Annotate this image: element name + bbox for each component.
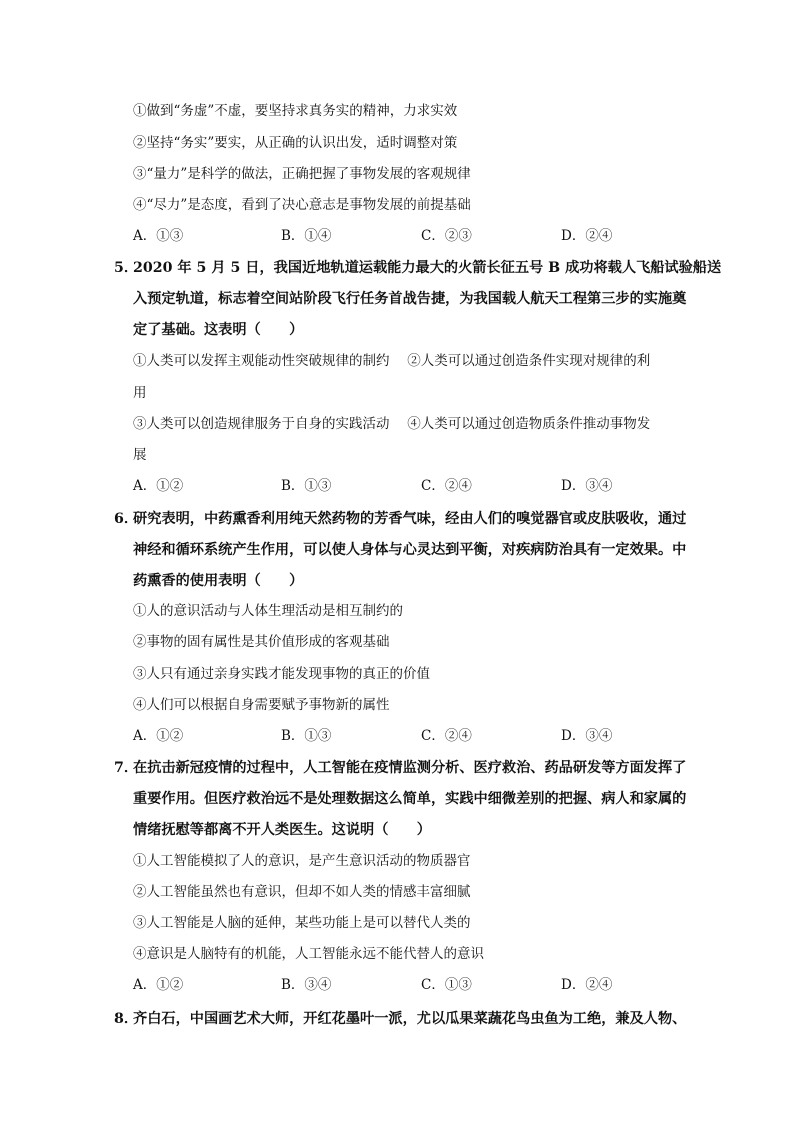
q5-statement-1: ①人类可以发挥主观能动性突破规律的制约 ②人类可以通过创造条件实现对规律的利	[133, 353, 651, 369]
q7-statement-1: ①人工智能模拟了人的意识，是产生意识活动的物质器官	[133, 853, 471, 869]
q6-options	[133, 730, 633, 746]
q7-number: 7．	[114, 760, 139, 776]
q6-stem-line-3: 药熏香的使用表明（ ）	[133, 573, 304, 589]
q8-stem-line-1: 齐白石，中国画艺术大师，开红花墨叶一派，尤以瓜果菜蔬花鸟虫鱼为工绝，兼及人物、	[133, 1011, 687, 1027]
q7-stem-line-1: 在抗击新冠疫情的过程中，人工智能在疫情监测分析、医疗救治、药品研发等方面发挥了	[133, 760, 687, 776]
q8-number: 8．	[114, 1011, 139, 1027]
q6-statement-4: ④人们可以根据自身需要赋予事物新的属性	[133, 697, 390, 713]
q6-stem-line-1: 研究表明，中药熏香利用纯天然药物的芳香气味，经由人们的嗅觉器官或皮肤吸收，通过	[133, 511, 687, 527]
q5-option-b[interactable]: B．①③	[281, 478, 332, 494]
q7-stem-line-2: 重要作用。但医疗救治远不是处理数据这么简单，实践中细微差别的把握、病人和家属的	[133, 791, 687, 807]
q4-statement-1: ①做到“务虚”不虚，要坚持求真务实的精神，力求实效	[133, 103, 458, 119]
q7-option-d[interactable]: D．②④	[561, 977, 613, 993]
q5-option-c[interactable]: C．②④	[421, 478, 472, 494]
q6-statement-3: ③人只有通过亲身实践才能发现事物的真正的价值	[133, 666, 430, 682]
q7-option-c[interactable]: C．①③	[421, 977, 472, 993]
q6-option-a[interactable]: A．①②	[133, 728, 184, 744]
q6-statement-2: ②事物的固有属性是其价值形成的客观基础	[133, 634, 390, 650]
q4-option-d[interactable]: D．②④	[561, 228, 613, 244]
q7-option-b[interactable]: B．③④	[281, 977, 332, 993]
q6-option-d[interactable]: D．③④	[561, 728, 613, 744]
q5-option-a[interactable]: A．①②	[133, 478, 184, 494]
q4-statement-4: ④“尽力”是态度，看到了决心意志是事物发展的前提基础	[133, 197, 471, 213]
q7-option-a[interactable]: A．①②	[133, 977, 184, 993]
q7-statement-4: ④意识是人脑特有的机能，人工智能永远不能代替人的意识	[133, 946, 484, 962]
q7-statement-3: ③人工智能是人脑的延伸，某些功能上是可以替代人类的	[133, 915, 471, 931]
q6-option-c[interactable]: C．②④	[421, 728, 472, 744]
q5-stem-line-3: 定了基础。这表明（ ）	[133, 322, 304, 338]
q5-number: 5．	[114, 260, 139, 276]
q5-statement-2-cont: 展	[133, 447, 147, 463]
q7-options	[133, 979, 633, 995]
q4-option-c[interactable]: C．②③	[421, 228, 472, 244]
q7-stem-line-3: 情绪抚慰等都离不开人类医生。这说明（ ）	[133, 822, 431, 838]
q4-options	[133, 230, 633, 246]
q4-statement-3: ③“量力”是科学的做法，正确把握了事物发展的客观规律	[133, 166, 471, 182]
q5-stem-line-2: 入预定轨道，标志着空间站阶段飞行任务首战告捷，为我国载人航天工程第三步的实施奠	[133, 291, 687, 307]
q5-statement-2: ③人类可以创造规律服务于自身的实践活动 ④人类可以通过创造物质条件推动事物发	[133, 416, 651, 432]
q6-statement-1: ①人的意识活动与人体生理活动是相互制约的	[133, 603, 403, 619]
q4-option-a[interactable]: A．①③	[133, 228, 184, 244]
q5-stem-line-1: 2020 年 5 月 5 日，我国近地轨道运载能力最大的火箭长征五号 B 成功将载人飞船试验船送	[133, 260, 722, 276]
q7-statement-2: ②人工智能虽然也有意识，但却不如人类的情感丰富细腻	[133, 884, 471, 900]
q6-number: 6．	[114, 511, 139, 527]
q6-stem-line-2: 神经和循环系统产生作用，可以使人身体与心灵达到平衡，对疾病防治具有一定效果。中	[133, 542, 687, 558]
q6-option-b[interactable]: B．①③	[281, 728, 332, 744]
q4-statement-2: ②坚持“务实”要实，从正确的认识出发，适时调整对策	[133, 135, 458, 151]
q5-option-d[interactable]: D．③④	[561, 478, 613, 494]
q4-option-b[interactable]: B．①④	[281, 228, 332, 244]
q5-options	[133, 480, 633, 496]
q5-statement-1-cont: 用	[133, 385, 147, 401]
